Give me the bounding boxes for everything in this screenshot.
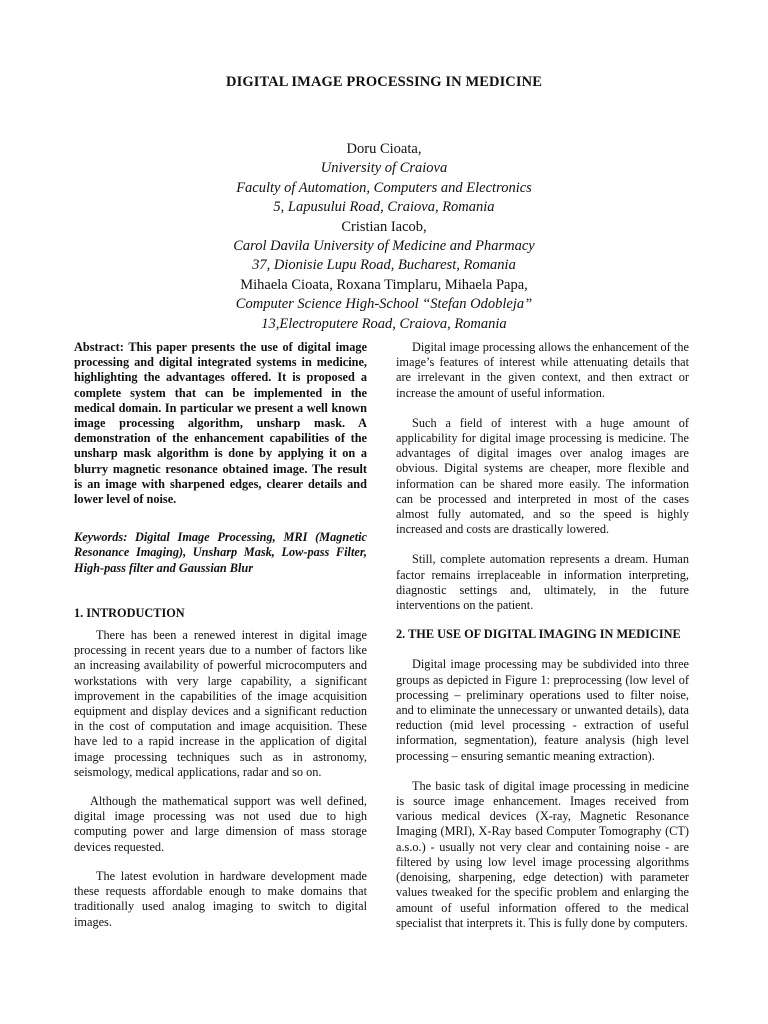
body-paragraph-1: Digital image processing allows the enhancement of the image’s features of interest while attenuating details that are irrelevant in the given context, and then extract or increase the amount of useful information. xyxy=(396,340,689,400)
left-column xyxy=(74,340,367,930)
body-paragraph-4: Digital image processing may be subdivided into three groups as depicted in Figure 1: preprocessing (low level of processing – preliminary operations used to filter noise, and to eliminate the unnecessary or unwanted details), data reduction (mid level processing - extraction of useful information, segmentation), feature analysis (high level processing – ensuring semantic meaning extraction). xyxy=(396,657,689,763)
paper-title: DIGITAL IMAGE PROCESSING IN MEDICINE xyxy=(226,74,542,90)
intro-paragraph-2: Although the mathematical support was well defined, digital image processing was not used due to high computing power and large dimension of mass storage devices requested. xyxy=(74,794,367,854)
keywords: Keywords: Digital Image Processing, MRI (Magnetic Resonance Imaging), Unsharp Mask, Low-pass Filter, High-pass filter and Gaussian Blur xyxy=(74,530,367,575)
author-line-2: Cristian Iacob, xyxy=(341,218,427,235)
intro-paragraph-1: There has been a renewed interest in digital image processing in recent years due to a number of factors like an increasing availability of powerful microcomputers and workstations with very large capability, a significant improvement in the capabilities of the image acquisition equipment and display devices and a significant reduction in the cost of computation and image acquisition. These have led to a rapid increase in the application of digital image processing techniques such as in astronomy, seismology, medical applications, radar and so on. xyxy=(74,628,367,779)
author-faculty-1: Faculty of Automation, Computers and Electronics xyxy=(236,179,532,196)
author-address-2: 37, Dionisie Lupu Road, Bucharest, Romania xyxy=(252,257,516,274)
author-address-1: 5, Lapusului Road, Craiova, Romania xyxy=(273,199,495,216)
abstract: Abstract: This paper presents the use of digital image processing and digital integrated systems in medicine, highlighting the advantages offered. It is proposed a complete system that can be implemented in the medical domain. In particular we present a well known image processing algorithm, unsharp mask. A demonstration of the enhancement capabilities of the unsharp mask algorithm is done by applying it on a blurry magnetic resonance obtained image. The result is an image with sharpened edges, clearer details and lower level of noise. xyxy=(74,340,367,507)
author-line-1: Doru Cioata, xyxy=(346,141,422,157)
body-paragraph-5: The basic task of digital image processing in medicine is source image enhancement. Images received from various medical devices (X-ray, Magnetic Resonance Imaging (MRI), X-Ray based Computer Tomography (CT) a.s.o.) - usually not very clear and containing noise - are filtered by using low level image processing algorithms (denoising, sharpening, edge detection) with parameter values tweaked for the specific problem and enlarging the amount of useful information offered to the medical specialist that interprets it. This is fully done by computers. xyxy=(396,778,689,930)
author-affiliation-3: Computer Science High-School “Stefan Odobleja” xyxy=(235,296,533,313)
body-paragraph-3: Still, complete automation represents a dream. Human factor remains irreplaceable in information interpreting, diagnostic settings and, ultimately, in the future interventions on the patient. xyxy=(396,552,689,613)
body-paragraph-2: Such a field of interest with a huge amount of applicability for digital image processing is medicine. The advantages of digital images over analog images are obvious. Digital systems are cheaper, more flexible and information can be shared more easily. The information can be processed and interpreted in most of the cases almost fully automated, and so the speed is highly increased and costs are drastically lowered. xyxy=(396,415,689,537)
author-line-3: Mihaela Cioata, Roxana Timplaru, Mihaela Papa, xyxy=(240,276,528,293)
author-affiliation-1: University of Craiova xyxy=(320,160,448,177)
author-affiliation-2: Carol Davila University of Medicine and Pharmacy xyxy=(233,238,535,255)
right-column xyxy=(396,340,689,931)
intro-paragraph-3: The latest evolution in hardware development made these requests affordable enough to make domains that traditionally used analog imaging to switch to digital images. xyxy=(74,868,367,929)
section-heading-use-of-digital-imaging: 2. THE USE OF DIGITAL IMAGING IN MEDICINE xyxy=(396,627,681,642)
author-address-3: 13,Electroputere Road, Craiova, Romania xyxy=(261,315,507,332)
section-heading-introduction: 1. INTRODUCTION xyxy=(74,605,185,620)
author-block xyxy=(0,140,768,334)
